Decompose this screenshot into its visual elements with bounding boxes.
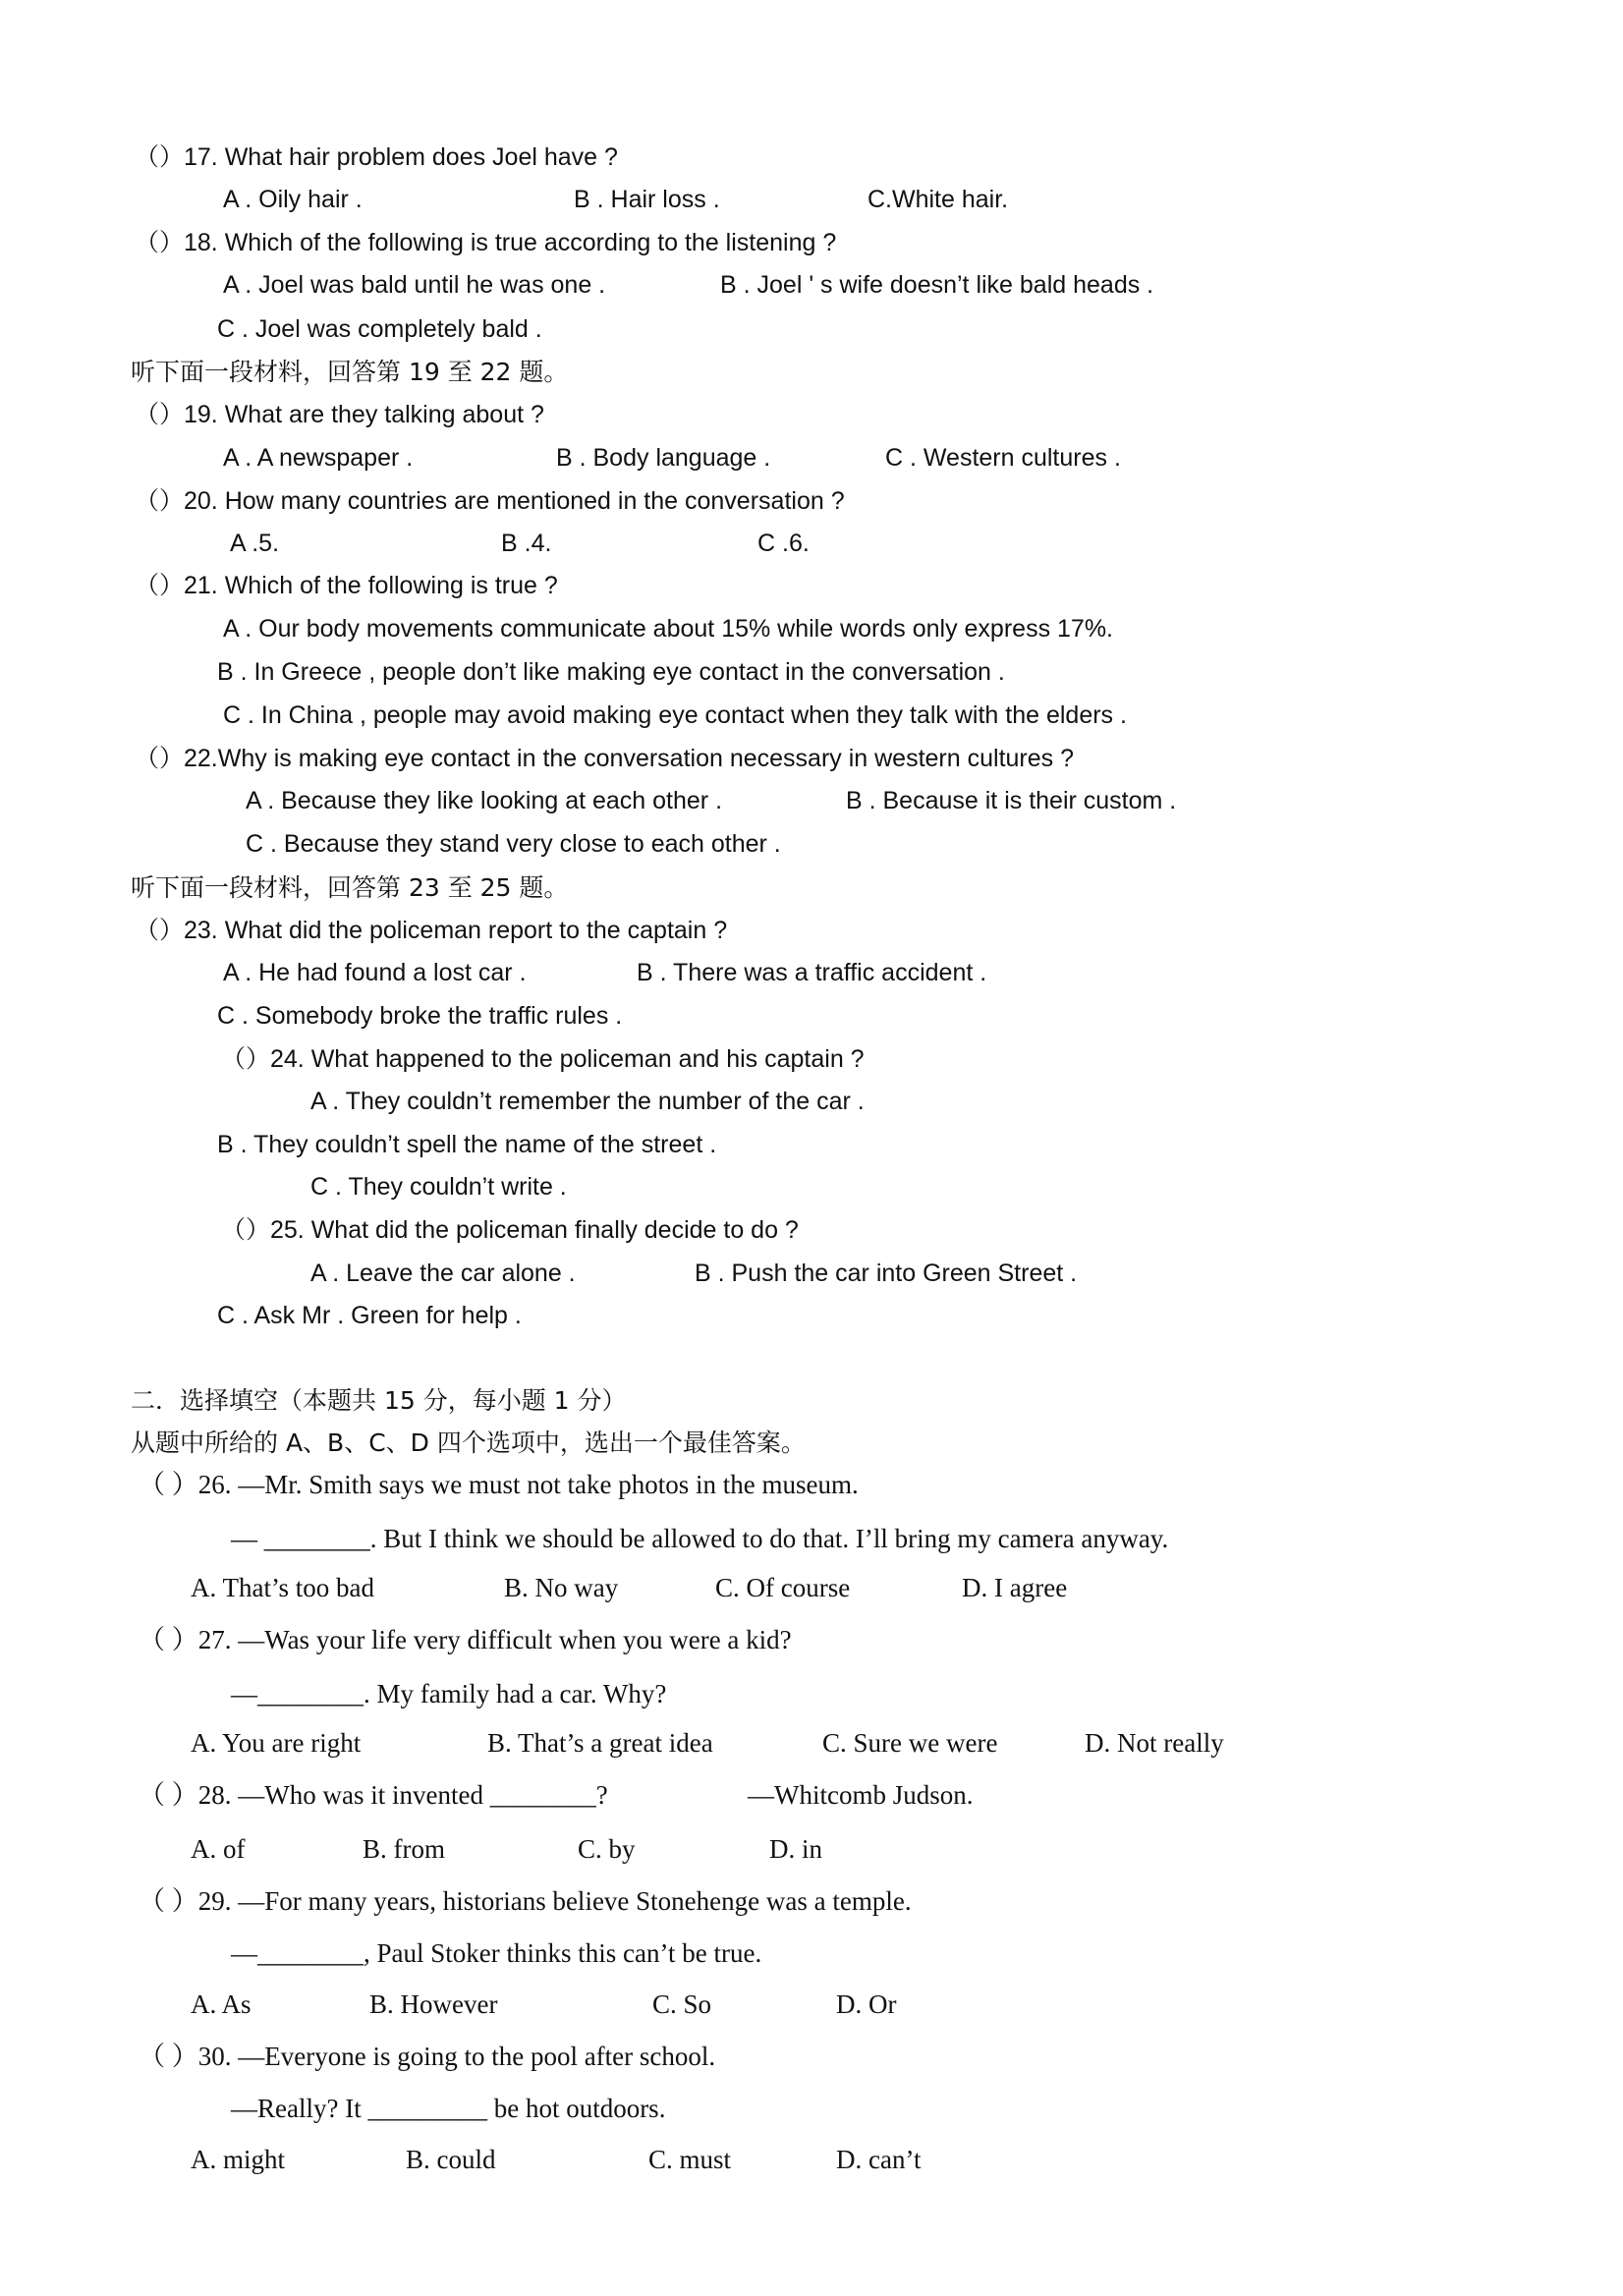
- question-21-stem: （）21. Which of the following is true ?: [135, 572, 558, 599]
- question-19-option-a: A . A newspaper .: [223, 444, 414, 472]
- question-24-stem: （）24. What happened to the policeman and his captain ?: [221, 1045, 865, 1073]
- question-28-option-d: D. in: [769, 1834, 822, 1864]
- question-29-reply: —________, Paul Stoker thinks this can’t be true.: [231, 1938, 762, 1968]
- question-25-option-c: C . Ask Mr . Green for help .: [217, 1302, 522, 1329]
- question-27-option-a: A. You are right: [191, 1728, 362, 1758]
- question-17-option-c: C.White hair.: [867, 186, 1009, 213]
- section-instruction-23-25: 听下面一段材料，回答第 23 至 25 题。: [131, 873, 569, 902]
- part2-heading: 二．选择填空（本题共 15 分，每小题 1 分）: [131, 1386, 627, 1415]
- question-23-option-b: B . There was a traffic accident .: [637, 959, 987, 986]
- question-25-option-b: B . Push the car into Green Street .: [695, 1260, 1078, 1287]
- question-28-option-c: C. by: [578, 1834, 636, 1864]
- question-18-option-b: B . Joel ' s wife doesn’t like bald heads .: [720, 271, 1154, 299]
- question-21-option-a: A . Our body movements communicate about 15% while words only express 17%.: [223, 615, 1113, 643]
- question-25-option-a: A . Leave the car alone .: [310, 1260, 576, 1287]
- question-18-option-c: C . Joel was completely bald .: [217, 315, 542, 343]
- question-22-stem: （）22.Why is making eye contact in the conversation necessary in western cultures ?: [135, 745, 1074, 772]
- question-24-option-a: A . They couldn’t remember the number of the car .: [310, 1088, 865, 1115]
- question-26-option-b: B. No way: [504, 1573, 619, 1602]
- question-29-option-c: C. So: [652, 1989, 712, 2019]
- question-20-option-b: B .4.: [501, 530, 552, 557]
- question-27-option-b: B. That’s a great idea: [487, 1728, 713, 1758]
- question-30-stem: （ ）30. —Everyone is going to the pool after school.: [139, 2042, 716, 2071]
- question-19-option-c: C . Western cultures .: [885, 444, 1121, 472]
- question-29-option-b: B. However: [369, 1989, 498, 2019]
- question-21-option-b: B . In Greece , people don’t like making eye contact in the conversation .: [217, 658, 1005, 686]
- question-30-option-a: A. might: [191, 2145, 286, 2174]
- question-17-option-a: A . Oily hair .: [223, 186, 363, 213]
- question-27-reply: —________. My family had a car. Why?: [231, 1679, 667, 1708]
- question-27-stem: （ ）27. —Was your life very difficult when you were a kid?: [139, 1625, 792, 1654]
- question-30-reply: —Really? It _________ be hot outdoors.: [231, 2094, 666, 2123]
- question-28-option-b: B. from: [363, 1834, 445, 1864]
- question-26-option-c: C. Of course: [715, 1573, 851, 1602]
- question-26-reply: — ________. But I think we should be allowed to do that. I’ll bring my camera anyway.: [231, 1524, 1169, 1553]
- question-17-stem: （）17. What hair problem does Joel have ?: [135, 143, 618, 171]
- question-23-option-c: C . Somebody broke the traffic rules .: [217, 1002, 623, 1030]
- question-22-option-c: C . Because they stand very close to each other .: [246, 830, 781, 858]
- question-28-stem: （ ）28. —Who was it invented ________?: [139, 1780, 608, 1810]
- question-26-option-a: A. That’s too bad: [191, 1573, 374, 1602]
- question-17-option-b: B . Hair loss .: [574, 186, 720, 213]
- question-22-option-b: B . Because it is their custom .: [846, 787, 1177, 814]
- question-27-option-d: D. Not really: [1085, 1728, 1224, 1758]
- question-18-stem: （）18. Which of the following is true according to the listening ?: [135, 229, 837, 256]
- question-23-option-a: A . He had found a lost car .: [223, 959, 527, 986]
- question-24-option-c: C . They couldn’t write .: [310, 1173, 567, 1201]
- question-29-option-a: A. As: [191, 1989, 252, 2019]
- question-30-option-d: D. can’t: [836, 2145, 922, 2174]
- question-20-option-c: C .6.: [757, 530, 810, 557]
- question-29-option-d: D. Or: [836, 1989, 897, 2019]
- question-29-stem: （ ）29. —For many years, historians believe Stonehenge was a temple.: [139, 1886, 912, 1916]
- question-21-option-c: C . In China , people may avoid making eye contact when they talk with the elders .: [223, 701, 1127, 729]
- question-18-option-a: A . Joel was bald until he was one .: [223, 271, 606, 299]
- question-19-stem: （）19. What are they talking about ?: [135, 401, 544, 428]
- question-22-option-a: A . Because they like looking at each other .: [246, 787, 723, 814]
- question-24-option-b: B . They couldn’t spell the name of the street .: [217, 1131, 717, 1158]
- question-30-option-b: B. could: [406, 2145, 496, 2174]
- question-25-stem: （）25. What did the policeman finally decide to do ?: [221, 1216, 799, 1244]
- question-28-option-a: A. of: [191, 1834, 246, 1864]
- question-23-stem: （）23. What did the policeman report to the captain ?: [135, 917, 728, 944]
- section-instruction-19-22: 听下面一段材料，回答第 19 至 22 题。: [131, 358, 569, 386]
- question-27-option-c: C. Sure we were: [822, 1728, 998, 1758]
- question-30-option-c: C. must: [648, 2145, 732, 2174]
- part2-instruction: 从题中所给的 A、B、C、D 四个选项中，选出一个最佳答案。: [131, 1428, 806, 1457]
- question-26-option-d: D. I agree: [962, 1573, 1068, 1602]
- question-20-option-a: A .5.: [230, 530, 280, 557]
- question-28-reply: —Whitcomb Judson.: [748, 1780, 974, 1810]
- question-19-option-b: B . Body language .: [556, 444, 771, 472]
- question-26-stem: （ ）26. —Mr. Smith says we must not take photos in the museum.: [139, 1470, 859, 1499]
- question-20-stem: （）20. How many countries are mentioned in the conversation ?: [135, 487, 845, 515]
